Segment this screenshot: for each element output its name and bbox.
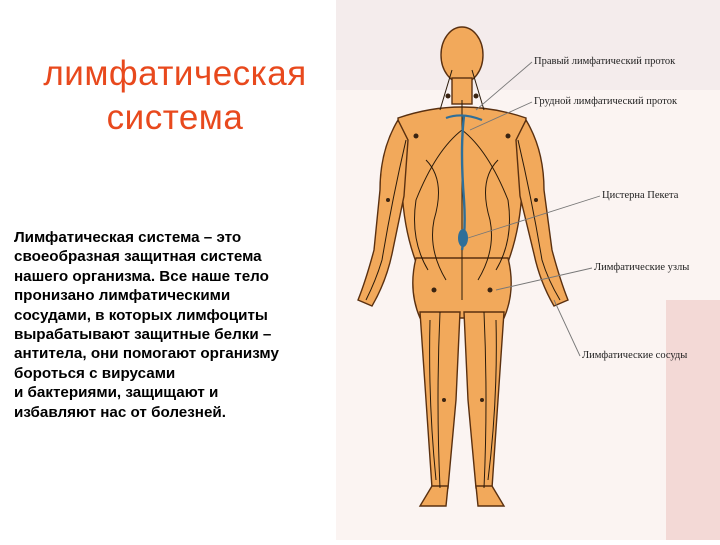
cisterna-shape xyxy=(458,229,468,247)
label-lymph-nodes: Лимфатические узлы xyxy=(594,262,690,273)
label-right-lymphatic-duct: Правый лимфатический проток xyxy=(534,56,676,67)
paragraph-line: своеобразная защитная система xyxy=(14,248,262,266)
paragraph-line: антитела, они помогают организму xyxy=(14,345,279,363)
faded-text-area xyxy=(336,0,720,90)
label-lymph-vessels: Лимфатические сосуды xyxy=(582,350,688,361)
paragraph-line: Лимфатическая система – это xyxy=(14,229,242,246)
lymphatic-system-illustration xyxy=(336,0,720,540)
slide-title-line-2: система xyxy=(106,98,244,137)
label-thoracic-duct: Грудной лимфатический проток xyxy=(534,96,678,107)
paragraph-line: нашего организма. Все наше тело xyxy=(14,267,269,285)
paragraph-line: избавляют нас от болезней. xyxy=(14,403,226,421)
paragraph-line: пронизано лимфатическими xyxy=(14,287,231,305)
slide-title xyxy=(10,52,340,140)
description-paragraph xyxy=(14,228,336,422)
label-cisterna: Цистерна Пекета xyxy=(602,190,679,201)
slide-title-line-1: лимфатическая xyxy=(43,54,307,93)
faded-organ-area xyxy=(666,300,720,540)
paragraph-line: бороться с вирусами xyxy=(14,364,176,382)
paragraph-line: вырабатывают защитные белки – xyxy=(14,326,272,344)
paragraph-line: и бактериями, защищают и xyxy=(14,384,219,402)
paragraph-line: сосудами, в которых лимфоциты xyxy=(14,306,268,324)
